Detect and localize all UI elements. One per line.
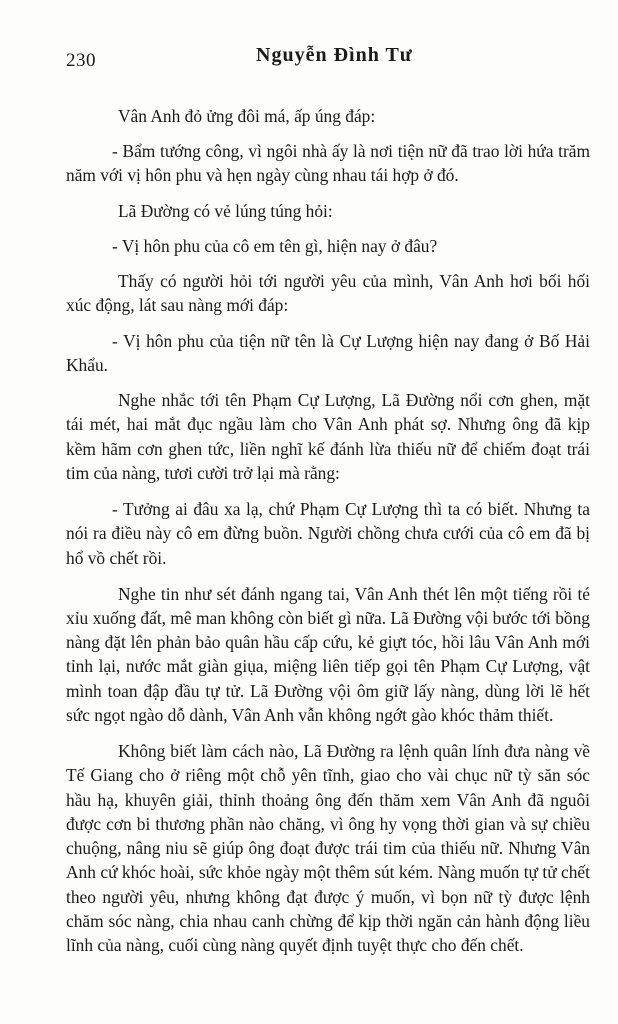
dialogue-paragraph: - Vị hôn phu của tiện nữ tên là Cự Lượng hiện nay đang ở Bố Hải Khẩu. <box>66 330 590 375</box>
paragraph: Nghe tin như sét đánh ngang tai, Vân Anh thét lên một tiếng rồi té xỉu xuống đất, mê man không còn biết gì nữa. Lã Đường vội bước tới bồng nàng đặt lên phản bảo quân hầu cấp cứu, kẻ giựt tóc, hồi lâu Vân Anh mới tỉnh lại, nước mắt giàn giụa, miệng liên tiếp gọi tên Phạm Cự Lượng, vật mình toan đập đầu tự tử. Lã Đường vội ôm giữ lấy nàng, dùng lời lẽ hết sức ngọt ngào dỗ dành, Vân Anh vẫn không ngớt gào khóc thảm thiết. <box>66 583 590 725</box>
body-text <box>66 104 590 968</box>
paragraph: Thấy có người hỏi tới người yêu của mình, Vân Anh hơi bối hối xúc động, lát sau nàng mới đáp: <box>66 271 590 316</box>
paragraph: Nghe nhắc tới tên Phạm Cự Lượng, Lã Đường nổi cơn ghen, mặt tái mét, hai mắt đục ngầu làm cho Vân Anh phát sợ. Nhưng ông đã kịp kềm hãm cơn ghen tức, liền nghĩ kế đánh lừa thiếu nữ để chiếm đoạt trái tim của nàng, tươi cười trở lại mà rằng: <box>66 390 590 483</box>
running-title: Nguyễn Đình Tư <box>256 44 413 66</box>
dialogue-paragraph: - Bẩm tướng công, vì ngôi nhà ấy là nơi tiện nữ đã trao lời hứa trăm năm với vị hôn phu và hẹn ngày cùng nhau tái hợp ở đó. <box>66 141 590 186</box>
paragraph: Vân Anh đỏ ửng đôi má, ấp úng đáp: <box>118 106 376 126</box>
dialogue-paragraph: - Vị hôn phu của cô em tên gì, hiện nay ở đâu? <box>112 235 438 256</box>
dialogue-paragraph: - Tưởng ai đâu xa lạ, chứ Phạm Cự Lượng thì ta có biết. Nhưng ta nói ra điều này cô em đừng buồn. Người chồng chưa cưới của cô em đã bị hổ vồ chết rồi. <box>66 499 590 568</box>
page-header <box>66 44 582 76</box>
page-number: 230 <box>66 50 96 71</box>
paragraph: Lã Đường có vẻ lúng túng hỏi: <box>118 200 333 221</box>
paragraph: Không biết làm cách nào, Lã Đường ra lệnh quân lính đưa nàng về Tế Giang cho ở riêng một chỗ yên tĩnh, giao cho vài chục nữ tỳ săn sóc hầu hạ, khuyên giải, thỉnh thoảng ông đến thăm xem Vân Anh đã nguôi được cơn bi thương phần nào chăng, vì ông hy vọng thời gian và sự chiều chuộng, nâng niu sẽ giúp ông đoạt được trái tim của thiếu nữ. Nhưng Vân Anh cứ khóc hoài, sức khỏe ngày một thêm sút kém. Nàng muốn tự tử chết theo người yêu, nhưng không đạt được ý muốn, vì bọn nữ tỳ được lệnh chăm sóc nàng, chia nhau canh chừng để kịp thời ngăn cản hành động liều lĩnh của nàng, cuối cùng nàng quyết định tuyệt thực cho đến chết. <box>66 741 590 956</box>
